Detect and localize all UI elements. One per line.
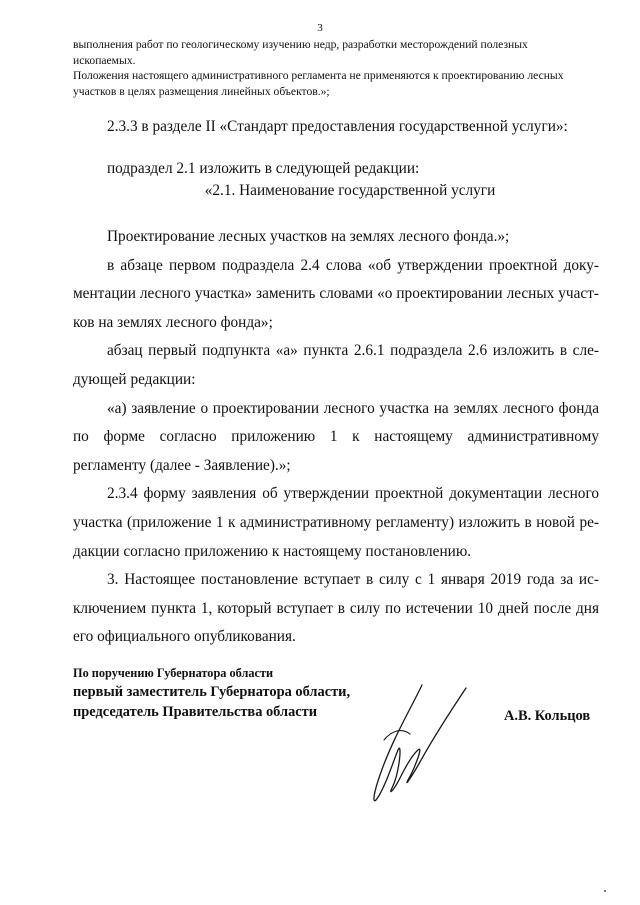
paragraph-a: «а) заявление о проектировании лесного участка на землях лесного фонда по форме согласно приложению 1 к настоящему административному регламенту (далее - Заявление).»; xyxy=(73,399,599,474)
signatory-name: А.В. Кольцов xyxy=(504,708,591,724)
signatory-title-block xyxy=(73,664,350,722)
paragraph-2-6-1: абзац первый подпункта «а» пункта 2.6.1 подраздела 2.6 изложить в следующей редакции: xyxy=(73,342,599,388)
handwritten-signature-icon xyxy=(362,680,472,810)
paragraph-project: Проектирование лесных участков на землях лесного фонда.»; xyxy=(107,228,510,245)
section-subsection xyxy=(73,155,599,184)
signatory-line-3: председатель Правительства области xyxy=(73,704,318,720)
paragraph-2-4: в абзаце первом подраздела 2.4 слова «об утверждении проектной документации лесного участка» заменить словами «о проектировании лесных участков на землях лесного фонда»; xyxy=(73,256,599,331)
paragraph-subsection-2-1: подраздел 2.1 изложить в следующей редакции: xyxy=(107,160,420,177)
page-number: 3 xyxy=(317,22,323,34)
paragraph-3: 3. Настоящее постановление вступает в силу с 1 января 2019 года за исключением пункта 1, который вступает в силу по истечении 10 дней после дня его официального опубликования. xyxy=(73,571,599,646)
intro-block xyxy=(73,37,593,99)
paragraph-2-3-3: 2.3.3 в разделе II «Стандарт предоставления государственной услуги»: xyxy=(107,118,568,135)
section-2-3-3 xyxy=(73,113,599,142)
paragraph-2-3-4: 2.3.4 форму заявления об утверждении проектной документации лесного участка (приложение 1 к административному регламенту) изложить в новой редакции согласно приложению к настоящему постановлению. xyxy=(73,485,599,560)
intro-line-1: выполнения работ по геологическому изучению недр, разработки месторождений полезных ископаемых. xyxy=(73,38,528,67)
signatory-line-2: первый заместитель Губернатора области, xyxy=(73,684,351,700)
service-name-heading: «2.1. Наименование государственной услуги xyxy=(204,182,496,199)
signatory-line-1: По поручению Губернатора области xyxy=(73,666,274,680)
scan-speck xyxy=(604,890,606,892)
intro-line-2: Положения настоящего административного регламента не применяются к проектированию лесных участков в целях размещения линейных объектов.»; xyxy=(73,69,564,98)
main-body xyxy=(73,223,599,652)
